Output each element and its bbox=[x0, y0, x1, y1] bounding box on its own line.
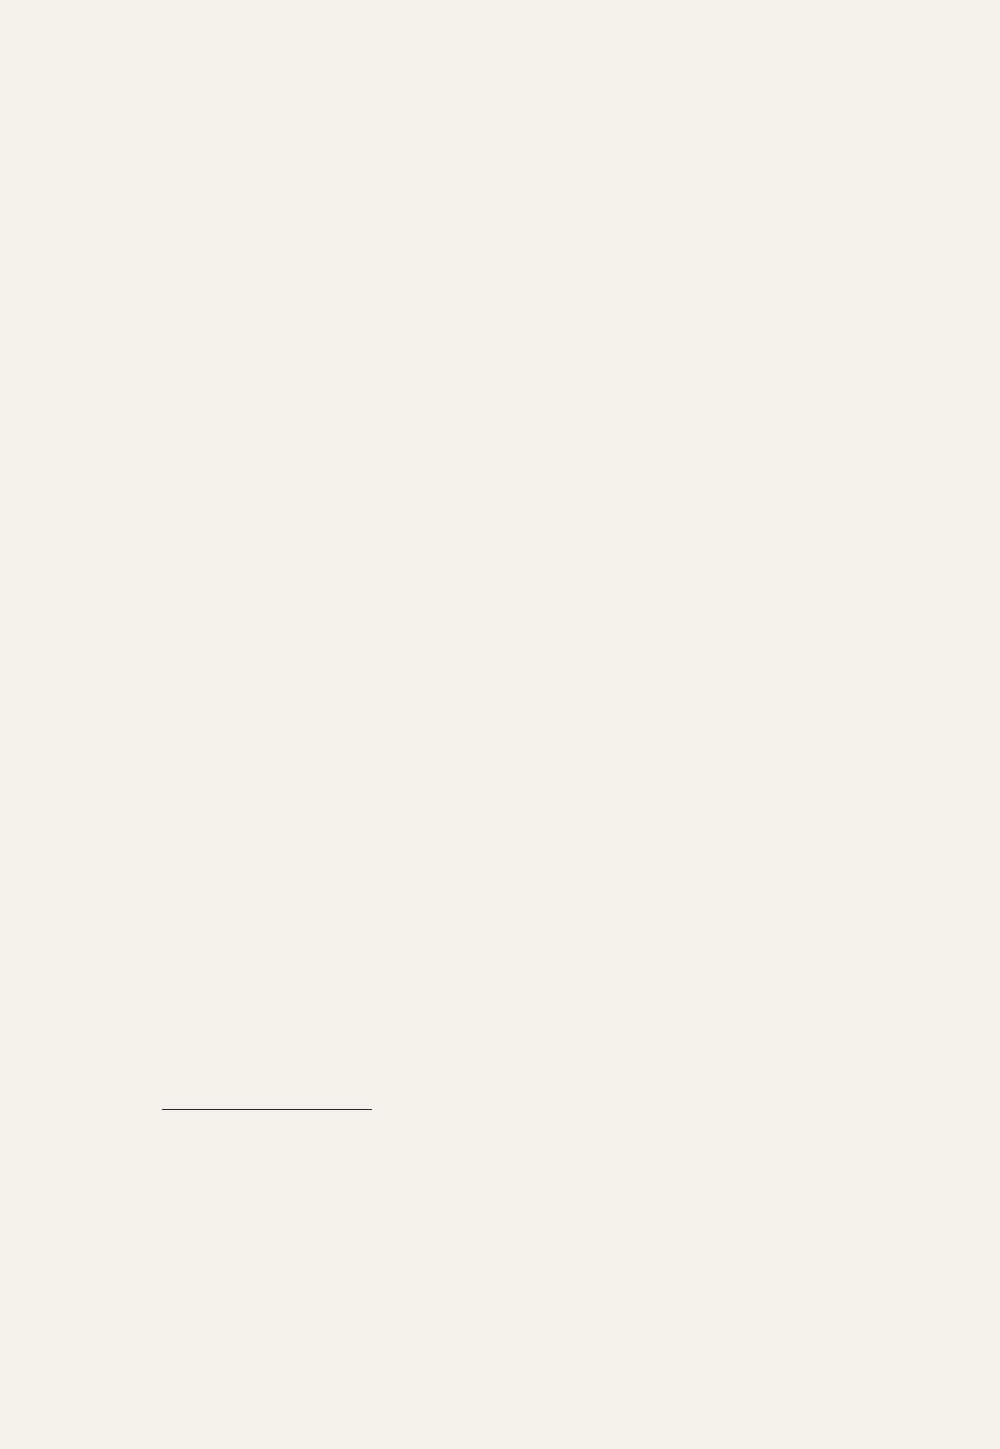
footnote-divider bbox=[162, 1109, 372, 1110]
